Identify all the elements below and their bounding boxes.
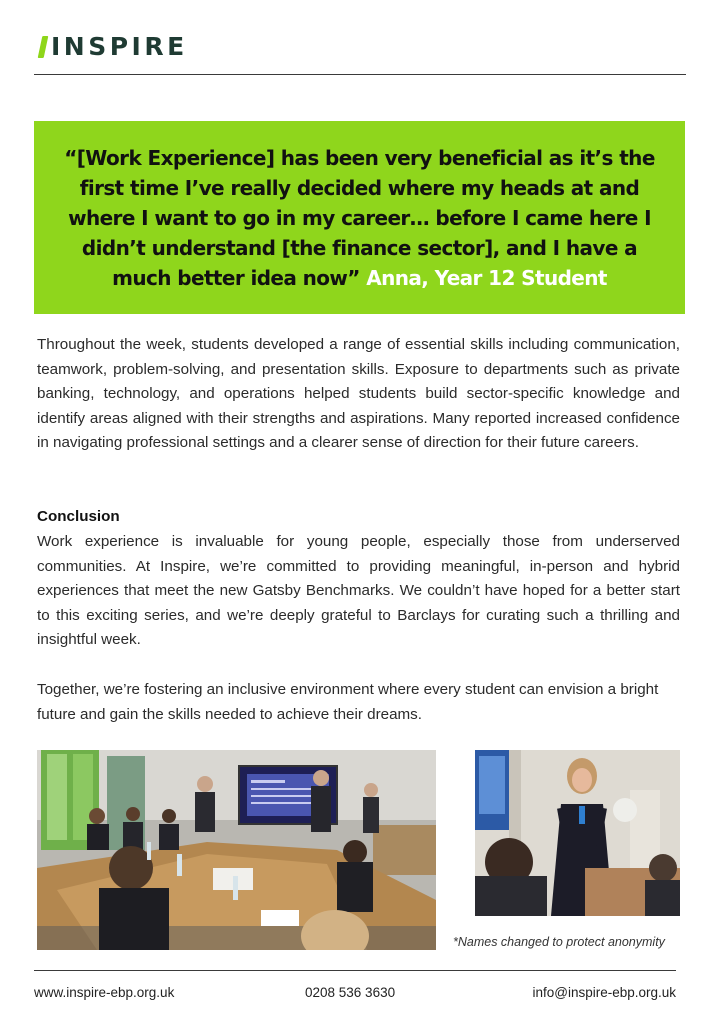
conclusion-heading: Conclusion [37, 508, 120, 525]
conclusion-paragraph: Work experience is invaluable for young people, especially those from underserved communities. At Inspire, we’re committed to providing meaningful, in-person and hybrid experiences that meet the new Gatsby Benchmarks. We couldn’t have hoped for a better start to this exciting series, and we’re deeply grateful to Barclays for curating such a thrilling and insightful week. [37, 533, 680, 649]
footer-phone[interactable]: 0208 536 3630 [305, 985, 396, 1000]
presenter-illustration [475, 750, 680, 916]
skills-paragraph: Throughout the week, students developed a range of essential skills including communication, teamwork, problem-solving, and presentation skills. Exposure to departments such as private banking, technology, and operations helped students build sector-specific knowledge and identify areas aligned with their strengths and aspirations. Many reported increased confidence in navigating professional settings and a clearer sense of direction for their future careers. [37, 336, 680, 452]
quote-box [34, 121, 685, 314]
logo-text: INSPIRE [51, 32, 188, 61]
closing-paragraph: Together, we’re fostering an inclusive environment where every student can envision a bright future and gain the skills needed to achieve their dreams. [37, 681, 659, 723]
header-divider [34, 74, 686, 75]
logo-mark-icon [38, 36, 49, 58]
footer-divider [34, 970, 676, 971]
quote-attribution: Anna, Year 12 Student [366, 265, 607, 290]
footer-email-link[interactable]: info@inspire-ebp.org.uk [532, 985, 676, 1000]
student-quote [50, 143, 669, 293]
footer-website-link[interactable]: www.inspire-ebp.org.uk [34, 985, 175, 1000]
quote-text: “[Work Experience] has been very beneficial as it’s the first time I’ve really decided where my heads at and where I want to go in my career… before I came here I didn’t understand [the finance sector], and I have a much better idea now” [64, 145, 655, 290]
anonymity-caption: *Names changed to protect anonymity [453, 935, 665, 949]
meeting-room-photo [37, 750, 436, 950]
presenter-photo [475, 750, 680, 916]
inspire-logo [40, 34, 188, 60]
meeting-room-illustration [37, 750, 436, 950]
